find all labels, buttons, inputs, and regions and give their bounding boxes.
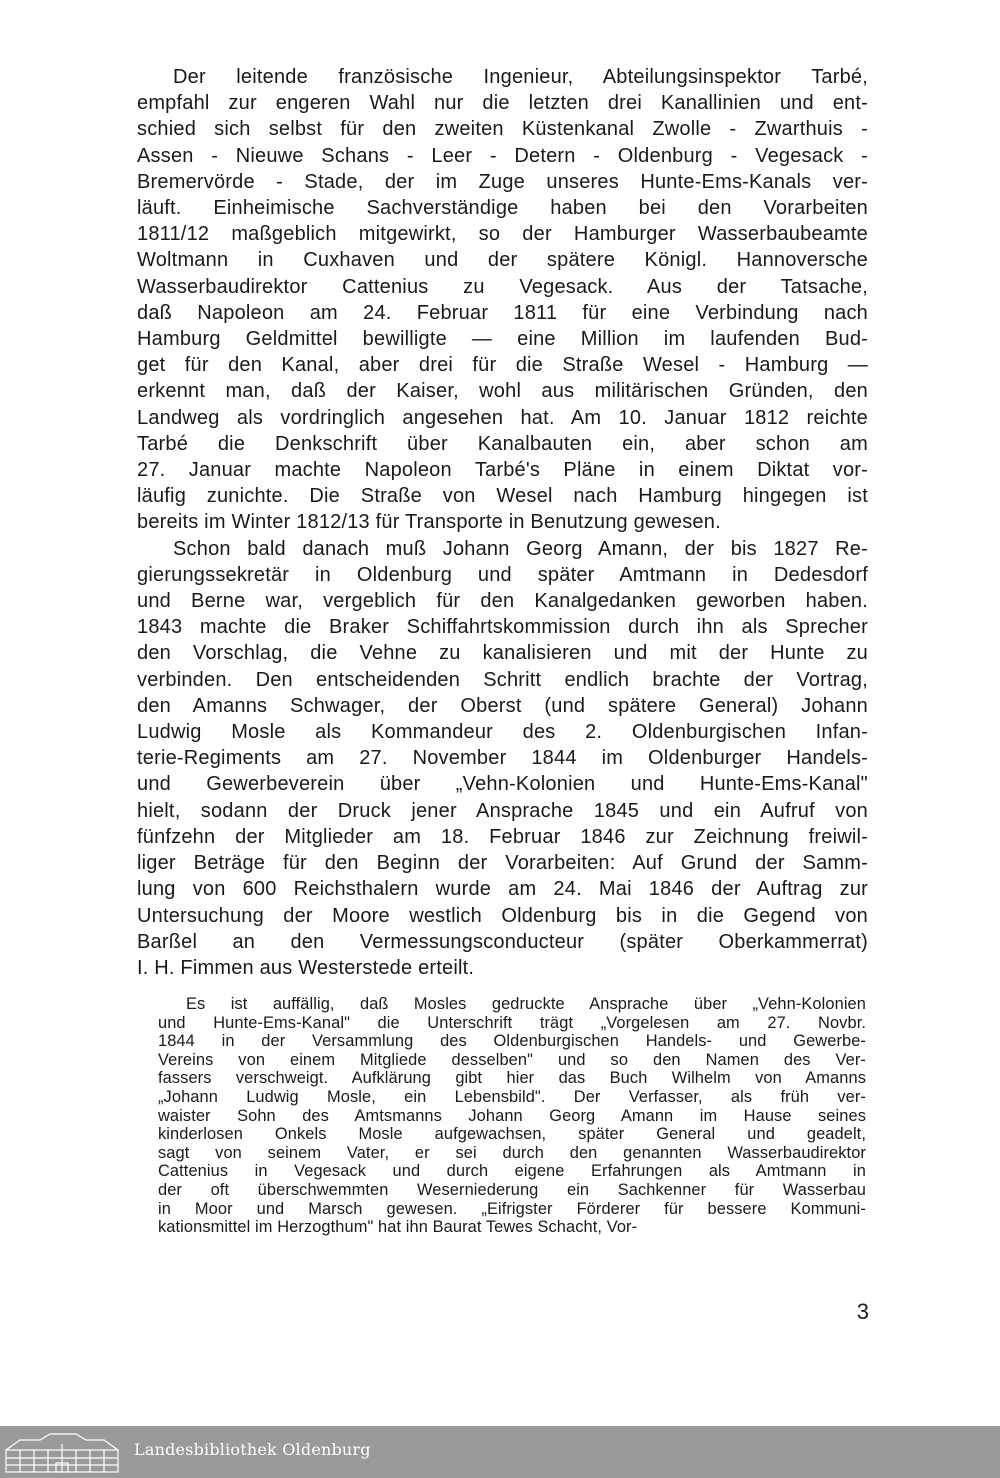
text-line: sagt von seinem Vater, er sei durch den genannten Wasserbaudirektor xyxy=(158,1143,866,1162)
library-building-icon xyxy=(0,1430,125,1476)
text-line: I. H. Fimmen aus Westerstede erteilt. xyxy=(137,956,475,979)
text-line: 1843 machte die Braker Schiffahrtskommission durch ihn als Sprecher xyxy=(137,616,868,639)
text-line: den Vorschlag, die Vehne zu kanalisieren und mit der Hunte zu xyxy=(137,642,868,665)
text-line: Bremervörde - Stade, der im Zuge unseres Hunte-Ems-Kanals ver- xyxy=(137,170,868,193)
text-line: und Hunte-Ems-Kanal" die Unterschrift trägt „Vorgelesen am 27. Novbr. xyxy=(158,1013,866,1032)
text-line: gierungssekretär in Oldenburg und später Amtmann in Dedesdorf xyxy=(137,563,868,586)
text-line: hielt, sodann der Druck jener Ansprache 1845 und ein Aufruf von xyxy=(137,799,868,822)
text-line: Untersuchung der Moore westlich Oldenburg bis in die Gegend von xyxy=(137,904,868,927)
paragraph-2 xyxy=(137,536,868,981)
text-line: der oft überschwemmten Weserniederung ein Sachkenner für Wasserbau xyxy=(158,1180,866,1199)
text-line: und Berne war, vergeblich für den Kanalgedanken geworben haben. xyxy=(137,590,868,613)
text-line: Ludwig Mosle als Kommandeur des 2. Oldenburgischen Infan- xyxy=(137,721,868,744)
page-number: 3 xyxy=(856,1299,869,1324)
text-line: daß Napoleon am 24. Februar 1811 für eine Verbindung nach xyxy=(137,301,868,324)
text-line: bereits im Winter 1812/13 für Transporte in Benutzung gewesen. xyxy=(137,511,721,534)
text-line: fassers verschweigt. Aufklärung gibt hier das Buch Wilhelm von Amanns xyxy=(158,1069,866,1088)
text-line: Landweg als vordringlich angesehen hat. Am 10. Januar 1812 reichte xyxy=(137,406,868,429)
text-line: 1844 in der Versammlung des Oldenburgischen Handels- und Gewerbe- xyxy=(158,1032,866,1051)
library-footer-bar xyxy=(0,1426,1000,1478)
text-line: läufig zunichte. Die Straße von Wesel nach Hamburg hingegen ist xyxy=(137,485,868,508)
text-line: „Johann Ludwig Mosle, ein Lebensbild". Der Verfasser, als früh ver- xyxy=(158,1087,866,1106)
text-line: Schon bald danach muß Johann Georg Amann, der bis 1827 Re- xyxy=(173,537,868,560)
text-line: Vereins von einem Mitgliede desselben" und so den Namen des Ver- xyxy=(158,1050,866,1069)
text-line: Cattenius in Vegesack und durch eigene Erfahrungen als Amtmann in xyxy=(158,1162,866,1181)
text-line: in Moor und Marsch gewesen. „Eifrigster Förderer für bessere Kommuni- xyxy=(158,1199,866,1218)
text-line: und Gewerbeverein über „Vehn-Kolonien und Hunte-Ems-Kanal" xyxy=(137,773,868,796)
footnote xyxy=(158,995,866,1237)
text-line: erkennt man, daß der Kaiser, wohl aus militärischen Gründen, den xyxy=(137,380,868,403)
text-line: get für den Kanal, aber drei für die Straße Wesel - Hamburg — xyxy=(137,354,868,377)
text-line: Es ist auffällig, daß Mosles gedruckte Ansprache über „Vehn-Kolonien xyxy=(186,995,866,1013)
text-line: 1811/12 maßgeblich mitgewirkt, so der Hamburger Wasserbaubeamte xyxy=(137,223,868,246)
text-line: Assen - Nieuwe Schans - Leer - Detern - Oldenburg - Vegesack - xyxy=(137,144,868,167)
text-line: schied sich selbst für den zweiten Küstenkanal Zwolle - Zwarthuis - xyxy=(137,118,868,141)
paragraph-1 xyxy=(137,64,868,536)
text-line: Tarbé die Denkschrift über Kanalbauten ein, aber schon am xyxy=(137,432,868,455)
text-line: terie-Regiments am 27. November 1844 im Oldenburger Handels- xyxy=(137,747,868,770)
main-text xyxy=(137,64,868,981)
text-line: waister Sohn des Amtsmanns Johann Georg Amann im Hause seines xyxy=(158,1106,866,1125)
text-line: Barßel an den Vermessungsconducteur (später Oberkammerrat) xyxy=(137,930,868,953)
text-line: Der leitende französische Ingenieur, Abteilungsinspektor Tarbé, xyxy=(173,66,868,88)
text-line: fünfzehn der Mitglieder am 18. Februar 1846 zur Zeichnung freiwil- xyxy=(137,825,868,848)
text-line: Hamburg Geldmittel bewilligte — eine Million im laufenden Bud- xyxy=(137,328,868,351)
text-line: kationsmittel im Herzogthum" hat ihn Baurat Tewes Schacht, Vor- xyxy=(158,1218,638,1237)
text-line: Wasserbaudirektor Cattenius zu Vegesack. Aus der Tatsache, xyxy=(137,275,868,298)
text-line: den Amanns Schwager, der Oberst (und spätere General) Johann xyxy=(137,694,868,717)
text-line: empfahl zur engeren Wahl nur die letzten drei Kanallinien und ent- xyxy=(137,92,868,115)
library-name[interactable]: Landesbibliothek Oldenburg xyxy=(134,1440,371,1459)
text-line: liger Beträge für den Beginn der Vorarbeiten: Auf Grund der Samm- xyxy=(137,852,868,875)
text-line: Woltmann in Cuxhaven und der spätere Königl. Hannoversche xyxy=(137,249,868,272)
text-line: verbinden. Den entscheidenden Schritt endlich brachte der Vortrag, xyxy=(137,668,868,691)
text-line: läuft. Einheimische Sachverständige haben bei den Vorarbeiten xyxy=(137,197,868,220)
text-line: 27. Januar machte Napoleon Tarbé's Pläne in einem Diktat vor- xyxy=(137,459,868,482)
text-line: kinderlosen Onkels Mosle aufgewachsen, später General und geadelt, xyxy=(158,1125,866,1144)
text-line: lung von 600 Reichsthalern wurde am 24. Mai 1846 der Auftrag zur xyxy=(137,878,868,901)
